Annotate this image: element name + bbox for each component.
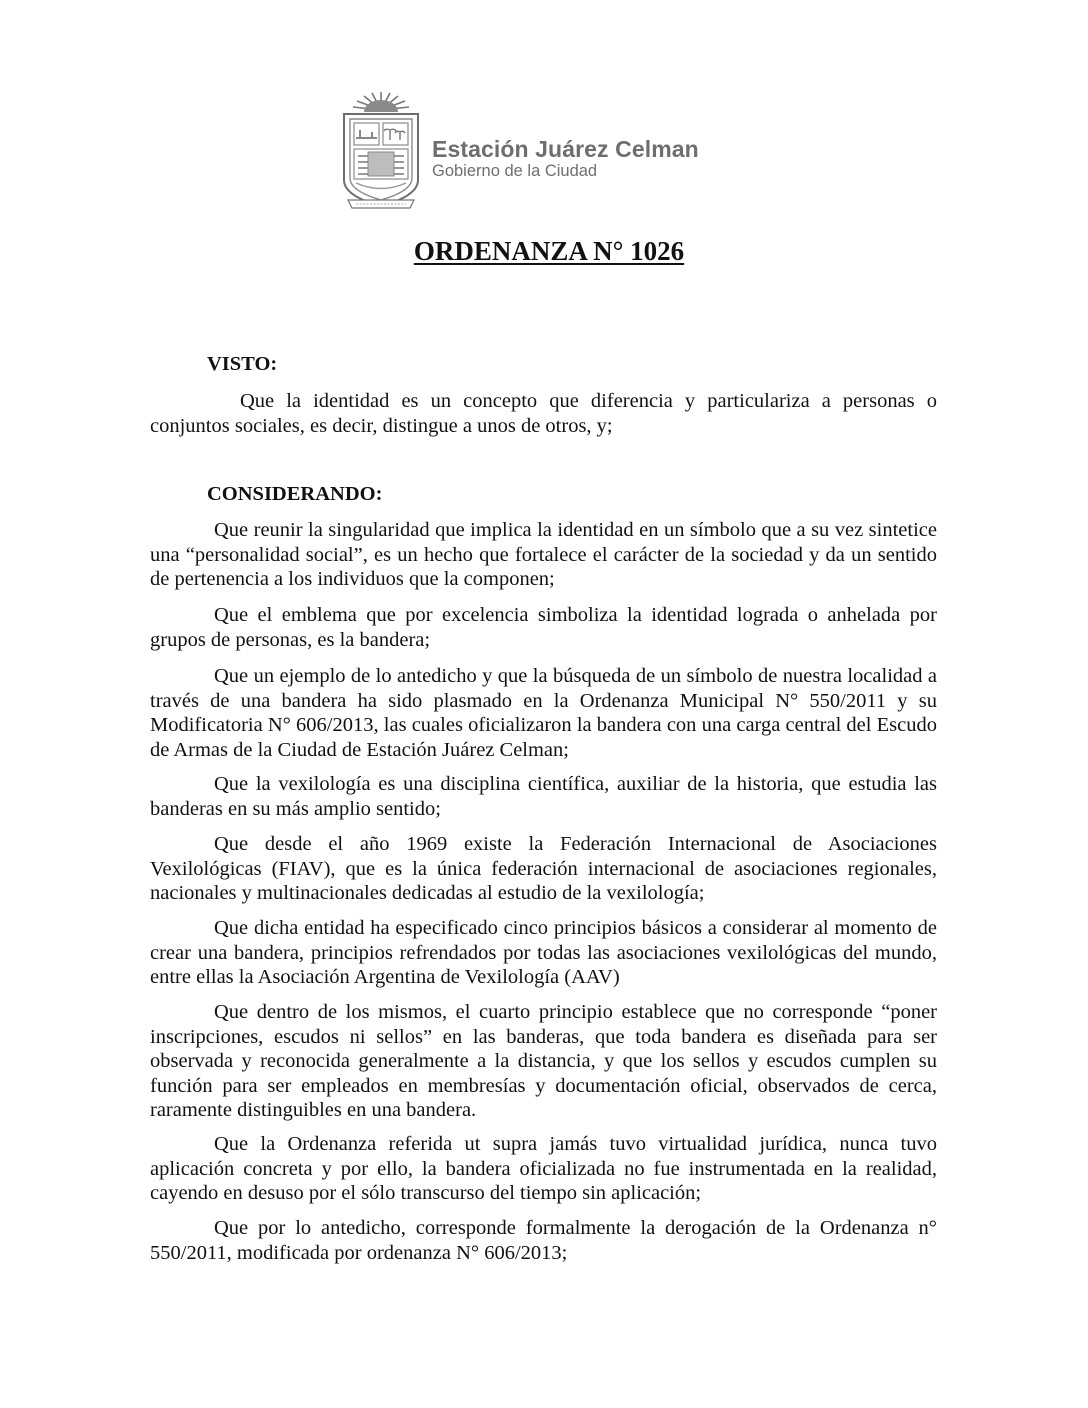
- considerando-paragraph: Que desde el año 1969 existe la Federación Internacional de Asociaciones Vexilológicas (FIAV), que es la única federación internacional de asociaciones regionales, nacionales y multinacionales dedicadas al estudio de la vexilología;: [150, 833, 937, 904]
- letterhead: [338, 88, 738, 218]
- considerando-paragraph: Que un ejemplo de lo antedicho y que la búsqueda de un símbolo de nuestra localidad a través de una bandera ha sido plasmado en la Ordenanza Municipal N° 550/2011 y su Modificatoria N° 606/2013, las cuales oficializaron la bandera con una carga central del Escudo de Armas de la Ciudad de Estación Juárez Celman;: [150, 665, 937, 761]
- considerando-paragraph: Que reunir la singularidad que implica la identidad en un símbolo que a su vez sintetice una “personalidad social”, es un hecho que fortalece el carácter de la sociedad y da un sentido de pertenencia a los individuos que la componen;: [150, 519, 937, 590]
- considerando-paragraph: Que la vexilología es una disciplina científica, auxiliar de la historia, que estudia las banderas en su más amplio sentido;: [150, 773, 937, 820]
- municipality-brand: [432, 136, 699, 181]
- considerando-paragraph: Que el emblema que por excelencia simboliza la identidad lograda o anhelada por grupos de personas, es la bandera;: [150, 604, 937, 651]
- considerando-paragraph: Que dicha entidad ha especificado cinco principios básicos a considerar al momento de crear una bandera, principios refrendados por todas las asociaciones vexilológicas del mundo, entre ellas la Asociación Argentina de Vexilología (AAV): [150, 917, 937, 988]
- considerando-heading: CONSIDERANDO:: [207, 483, 383, 505]
- considerando-paragraph: Que dentro de los mismos, el cuarto principio establece que no corresponde “poner inscripciones, escudos ni sellos” en las banderas, que toda bandera es diseñada para ser observada y reconocida generalmente a la distancia, y que los sellos y escudos cumplen su función para ser empleados en membresías y documentación oficial, observados de cerca, raramente distinguibles en una bandera.: [150, 1001, 937, 1121]
- municipality-subtitle: Gobierno de la Ciudad: [432, 162, 598, 180]
- considerando-paragraph: Que por lo antedicho, corresponde formalmente la derogación de la Ordenanza n° 550/2011, modificada por ordenanza N° 606/2013;: [150, 1217, 937, 1264]
- visto-heading: VISTO:: [207, 353, 278, 375]
- ordinance-title: ORDENANZA N° 1026: [413, 236, 685, 266]
- municipality-name: Estación Juárez Celman: [432, 136, 699, 162]
- coat-of-arms-logo: [338, 88, 424, 214]
- visto-paragraph: Que la identidad es un concepto que diferencia y particulariza a personas o conjuntos sociales, es decir, distingue a unos de otros, y;: [150, 390, 937, 437]
- considerando-paragraph: Que la Ordenanza referida ut supra jamás tuvo virtualidad jurídica, nunca tuvo aplicación concreta y por ello, la bandera oficializada no fue instrumentada en la realidad, cayendo en desuso por el sólo transcurso del tiempo sin aplicación;: [150, 1133, 937, 1204]
